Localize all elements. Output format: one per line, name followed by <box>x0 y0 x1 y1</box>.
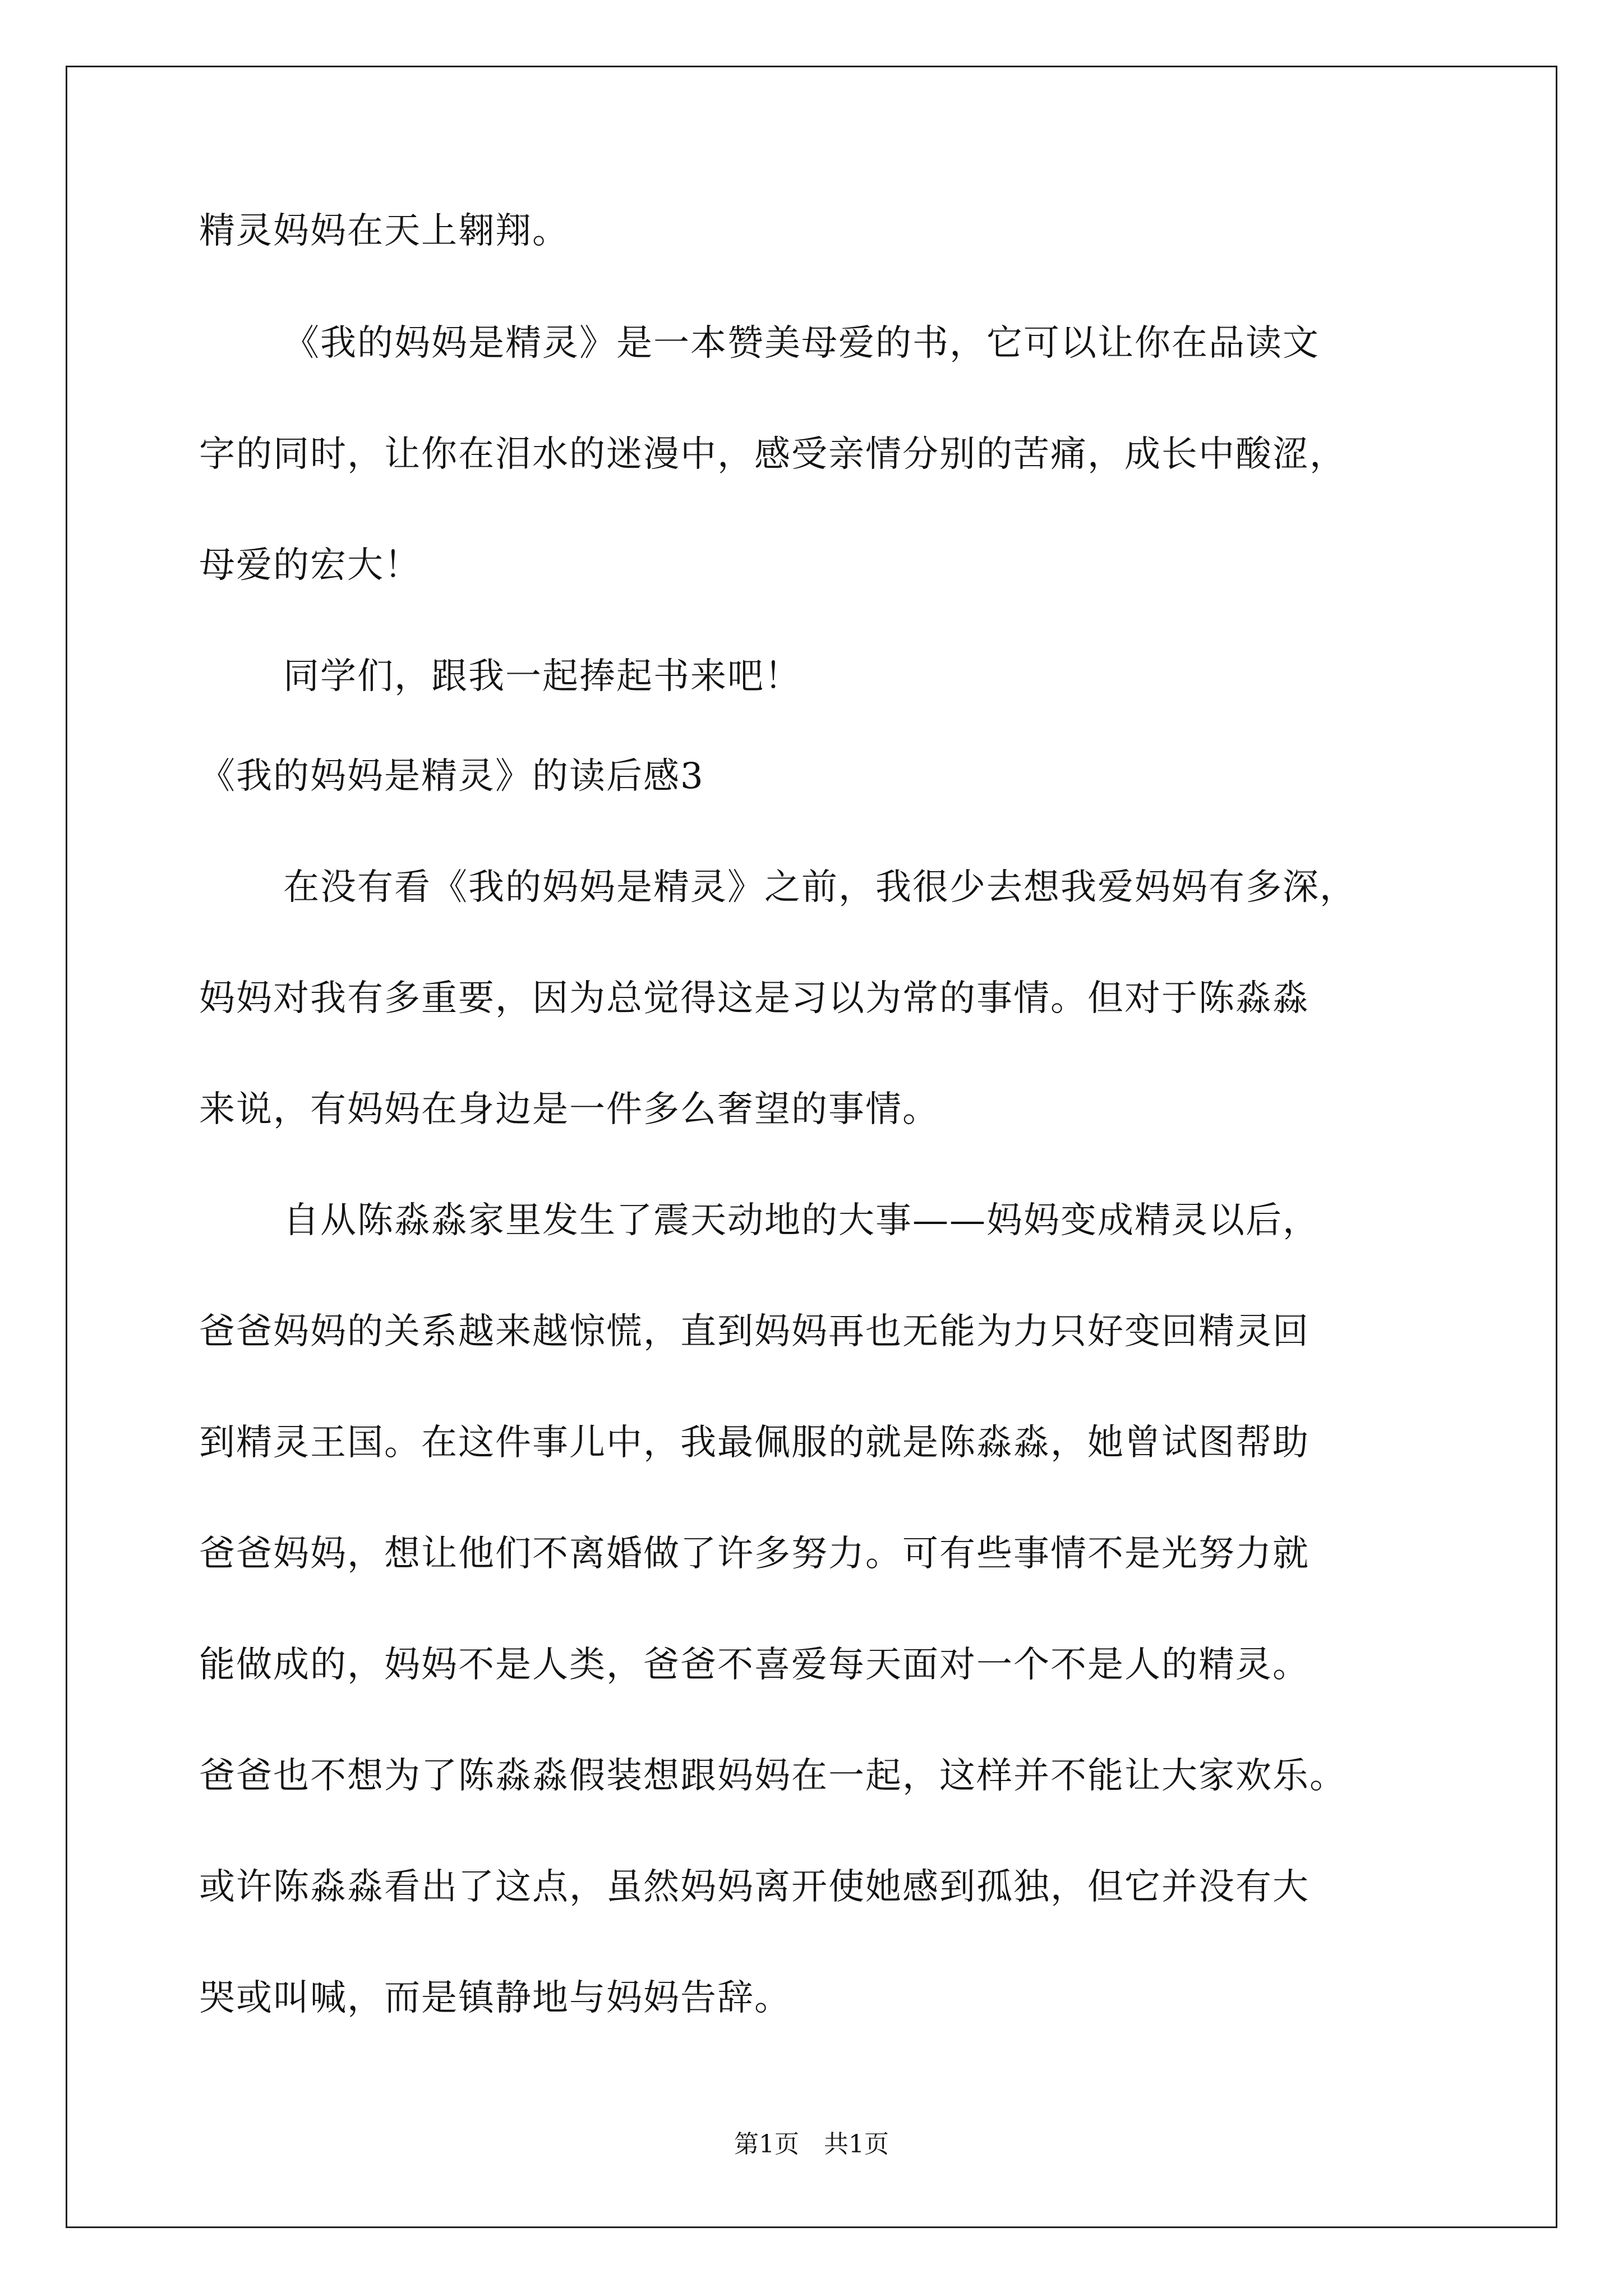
text-line: 哭或叫喊，而是镇静地与妈妈告辞。 <box>199 1977 791 2019</box>
text-line: 同学们，跟我一起捧起书来吧！ <box>283 656 801 697</box>
text-line: 爸爸也不想为了陈淼淼假装想跟妈妈在一起，这样并不能让大家欢乐。 <box>199 1755 1347 1797</box>
text-line: 能做成的，妈妈不是人类，爸爸不喜爱每天面对一个不是人的精灵。 <box>199 1644 1310 1686</box>
text-line: 在没有看《我的妈妈是精灵》之前，我很少去想我爱妈妈有多深， <box>283 867 1357 908</box>
text-line: 母爱的宏大！ <box>199 545 421 586</box>
section-heading: 《我的妈妈是精灵》的读后感3 <box>199 756 704 797</box>
text-line: 或许陈淼淼看出了这点，虽然妈妈离开使她感到孤独，但它并没有大 <box>199 1866 1310 1908</box>
text-line: 来说，有妈妈在身边是一件多么奢望的事情。 <box>199 1089 939 1130</box>
text-line: 爸爸妈妈，想让他们不离婚做了许多努力。可有些事情不是光努力就 <box>199 1533 1310 1575</box>
text-line: 妈妈对我有多重要，因为总觉得这是习以为常的事情。但对于陈淼淼 <box>199 978 1310 1019</box>
text-line: 自从陈淼淼家里发生了震天动地的大事——妈妈变成精灵以后， <box>283 1200 1320 1241</box>
page-number: 第1页 共1页 <box>734 2130 889 2159</box>
text-line: 精灵妈妈在天上翱翔。 <box>199 210 569 252</box>
text-line: 字的同时，让你在泪水的迷漫中，感受亲情分别的苦痛，成长中酸涩， <box>199 434 1347 475</box>
text-line: 《我的妈妈是精灵》是一本赞美母爱的书，它可以让你在品读文 <box>283 323 1320 364</box>
text-line: 到精灵王国。在这件事儿中，我最佩服的就是陈淼淼，她曾试图帮助 <box>199 1422 1310 1464</box>
text-line: 爸爸妈妈的关系越来越惊慌，直到妈妈再也无能为力只好变回精灵回 <box>199 1311 1310 1352</box>
